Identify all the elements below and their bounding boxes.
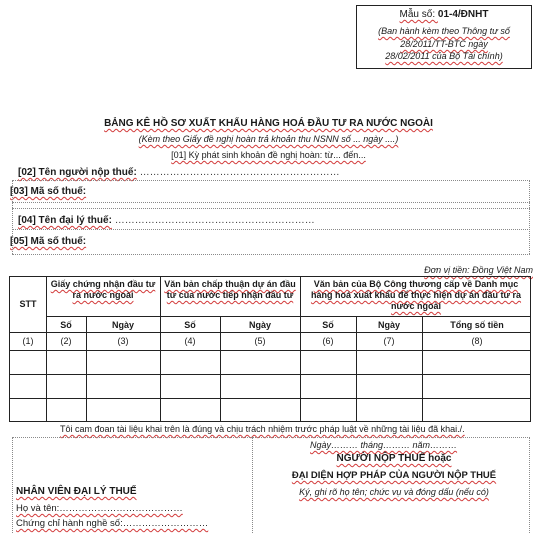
taxpayer-title: NGƯỜI NỘP THUẾ hoặc (336, 453, 452, 464)
date-line: Ngày……… tháng……… năm……… (310, 440, 458, 450)
form-code (357, 9, 531, 20)
field-tax-code-03-label: [03] Mã số thuế: (10, 186, 87, 197)
col-so-2: Số (184, 320, 196, 330)
period-field: [01] Kỳ phát sinh khoản đề nghị hoàn: từ... đến... (171, 150, 366, 160)
col-stt: STT (19, 299, 37, 309)
col-so-1: Số (60, 320, 72, 330)
col-so-3: Số (322, 320, 334, 330)
agent-cert-field[interactable]: Chứng chỉ hành nghề số:……………………… (16, 518, 209, 529)
representative-title: ĐẠI DIỆN HỢP PHÁP CỦA NGƯỜI NỘP THUẾ (291, 470, 497, 481)
col-group-investment-cert: Giấy chứng nhận đầu tư ra nước ngoài (50, 279, 156, 300)
col-num-6: (6) (322, 336, 334, 346)
field-tax-code-05-label: [05] Mã số thuế: (10, 236, 87, 247)
col-ngay-2: Ngày (248, 320, 271, 330)
field-agent-name[interactable] (18, 215, 315, 226)
declaration-table (9, 276, 531, 422)
col-group-moit-list: Văn bản của Bộ Công thương cấp về Danh mục hàng hoá xuất khẩu để thực hiện dự án đầu tư ra nước ngoài (310, 279, 522, 311)
field-tax-code-05[interactable] (10, 236, 86, 247)
form-issued-line2: 28/2011/TT-BTC ngày (400, 39, 488, 49)
col-num-2: (2) (60, 336, 72, 346)
col-total-amount: Tổng số tiền (450, 320, 504, 330)
field-agent-name-dots: …………………………………………………… (114, 215, 315, 226)
form-code-label: Mẫu số: (399, 9, 438, 20)
form-number-box (356, 5, 532, 69)
document-subtitle: (Kèm theo Giấy đề nghị hoàn trả khoản thu NSNN số ... ngày ....) (138, 134, 399, 144)
col-num-4: (4) (184, 336, 196, 346)
field-agent-name-label: [04] Tên đại lý thuế: (18, 215, 112, 226)
form-code-value: 01-4/ĐNHT (437, 9, 489, 20)
col-num-1: (1) (22, 336, 34, 346)
field-tax-code-03[interactable] (10, 186, 86, 197)
col-num-7: (7) (383, 336, 395, 346)
col-group-host-approval: Văn bản chấp thuận dự án đầu tư của nước tiếp nhận đầu tư (164, 279, 296, 300)
signature-note: Ký, ghi rõ họ tên; chức vụ và đóng dấu (nếu có) (299, 487, 489, 497)
currency-unit: Đơn vị tiền: Đồng Việt Nam (424, 265, 533, 275)
commitment-statement: Tôi cam đoan tài liệu khai trên là đúng và chịu trách nhiệm trước pháp luật về những tài liệu đã khai./. (60, 424, 465, 434)
agent-title: NHÂN VIÊN ĐẠI LÝ THUẾ (16, 486, 137, 497)
agent-name-field[interactable]: Họ và tên:………………………………… (16, 503, 183, 514)
document-title: BẢNG KÊ HỒ SƠ XUẤT KHẨU HÀNG HOÁ ĐẦU TƯ RA NƯỚC NGOÀI (104, 118, 433, 129)
col-num-5: (5) (254, 336, 266, 346)
col-ngay-3: Ngày (377, 320, 400, 330)
field-taxpayer-name-label: [02] Tên người nộp thuế: (18, 167, 137, 178)
form-issued-line3: 28/02/2011 của Bộ Tài chính) (385, 51, 503, 61)
col-ngay-1: Ngày (111, 320, 134, 330)
form-issued-line1: (Ban hành kèm theo Thông tư số (378, 26, 510, 36)
col-num-3: (3) (117, 336, 129, 346)
field-taxpayer-name-dots: …………………………………………………… (139, 167, 340, 178)
col-num-8: (8) (471, 336, 483, 346)
field-taxpayer-name[interactable] (18, 167, 340, 178)
